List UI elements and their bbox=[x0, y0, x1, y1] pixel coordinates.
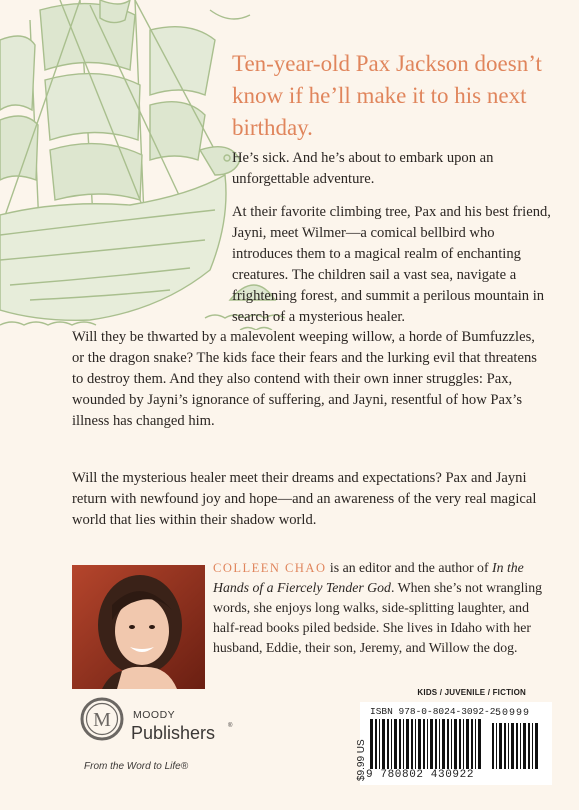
blurb-paragraph-2: At their favorite climbing tree, Pax and his best friend, Jayni, meet Wilmer—a comical bellbird who introduces them to a magical realm of enchanting creatures. The children sail a vast sea, navigate a frightening forest, and summit a perilous mountain in search of a mysterious healer. bbox=[232, 204, 551, 325]
barcode-bar bbox=[451, 719, 452, 769]
addon-digits: 50999 bbox=[495, 708, 531, 719]
blurb-paragraph-1: He’s sick. And he’s about to embark upon an unforgettable adventure. bbox=[232, 150, 494, 187]
barcode-bar bbox=[370, 719, 373, 769]
barcode-bar bbox=[427, 719, 428, 769]
barcode-bar bbox=[439, 719, 440, 769]
publisher-tagline: From the Word to Life® bbox=[84, 761, 189, 772]
barcode-bar bbox=[423, 719, 425, 769]
barcode-bar bbox=[399, 719, 401, 769]
barcode-bar bbox=[478, 719, 481, 769]
author-book-title: In the Hands of a Fiercely Tender God bbox=[213, 560, 524, 595]
price-text: $9.99 US bbox=[356, 739, 367, 781]
barcode-bar bbox=[454, 719, 457, 769]
addon-barcode bbox=[492, 723, 540, 769]
barcode-bar bbox=[447, 719, 449, 769]
barcode-bar bbox=[504, 723, 506, 769]
barcode-bar bbox=[394, 719, 397, 769]
barcode-bar bbox=[508, 723, 509, 769]
barcode-bar bbox=[430, 719, 433, 769]
blurb-paragraph-4: Will the mysterious healer meet their dreams and expectations? Pax and Jayni return with newfound joy and hope—and an awareness of the very real magical world that lies within their shadow world. bbox=[72, 470, 537, 528]
back-cover-hook: Ten-year-old Pax Jackson doesn’t know if he’ll make it to his next birthday. bbox=[232, 51, 542, 140]
barcode-bar bbox=[496, 723, 497, 769]
isbn-text: ISBN 978-0-8024-3092-2 bbox=[370, 706, 496, 717]
barcode-bar bbox=[516, 723, 518, 769]
barcode-bar bbox=[387, 719, 389, 769]
barcode-bar bbox=[411, 719, 413, 769]
barcode-bar bbox=[532, 723, 533, 769]
barcode-bar bbox=[520, 723, 521, 769]
price-label bbox=[340, 712, 367, 782]
author-bio-part-1: is an editor and the author of bbox=[326, 560, 492, 575]
barcode-bar bbox=[528, 723, 530, 769]
moody-logo-icon bbox=[80, 697, 124, 741]
ean-barcode bbox=[370, 719, 482, 769]
barcode-bar bbox=[391, 719, 392, 769]
author-bio bbox=[213, 558, 553, 658]
publisher-name-top: MOODY bbox=[133, 709, 176, 721]
barcode-bar bbox=[466, 719, 469, 769]
ean-digits: 9 780802 430922 bbox=[366, 769, 475, 781]
barcode-bar bbox=[435, 719, 437, 769]
barcode-bar bbox=[379, 719, 380, 769]
publisher-trademark: ® bbox=[228, 723, 233, 729]
publisher-name-bottom: Publishers bbox=[131, 723, 216, 743]
barcode-bar bbox=[382, 719, 385, 769]
author-bio-part-2: . When she’s not wrangling words, she enjoys long walks, side-splitting laughter, and half-read books piled bedside. She lives in Idaho with her husband, Eddie, their son, Jeremy, and Willow the dog. bbox=[213, 580, 543, 655]
barcode-bar bbox=[403, 719, 404, 769]
barcode-bar bbox=[523, 723, 526, 769]
barcode-bar bbox=[499, 723, 502, 769]
barcode-bar bbox=[463, 719, 464, 769]
author-name: COLLEEN CHAO bbox=[213, 561, 327, 575]
barcode-bar bbox=[511, 723, 514, 769]
barcode-bar bbox=[418, 719, 421, 769]
barcode-bar bbox=[535, 723, 538, 769]
barcode-bar bbox=[415, 719, 416, 769]
barcode-bar bbox=[375, 719, 377, 769]
barcode-bar bbox=[459, 719, 461, 769]
barcode-bar bbox=[406, 719, 409, 769]
author-photo bbox=[72, 565, 205, 689]
barcode-bar bbox=[471, 719, 473, 769]
category-label: KIDS / JUVENILE / FICTION bbox=[417, 688, 526, 697]
logo-letter: M bbox=[93, 709, 111, 731]
barcode-bar bbox=[442, 719, 445, 769]
blurb-paragraph-3: Will they be thwarted by a malevolent weeping willow, a horde of Bumfuzzles, or the dragon snake? The kids face their fears and the lurking evil that threatens to destroy them. And they also contend with their own inner struggles: Pax, wounded by Jayni’s ignorance of suffering, and Jayni, resentful of how Pax’s illness has changed him. bbox=[72, 329, 537, 429]
barcode-bar bbox=[492, 723, 494, 769]
barcode-bar bbox=[475, 719, 476, 769]
